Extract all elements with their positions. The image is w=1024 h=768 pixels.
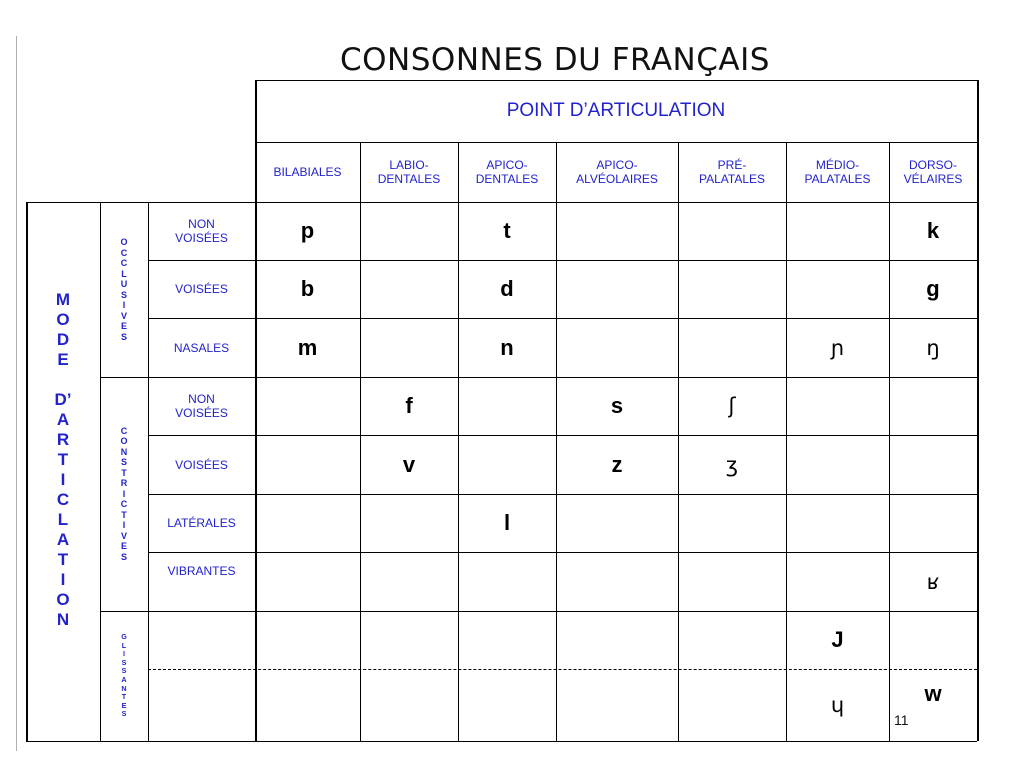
consonant-cell xyxy=(678,202,786,260)
consonant-cell xyxy=(556,260,678,318)
consonant-cell xyxy=(458,552,556,611)
consonant-cell: k xyxy=(926,218,940,243)
consonant-cell xyxy=(889,377,977,435)
vertical-letter: E xyxy=(57,350,69,369)
consonant-cell: g xyxy=(926,276,940,301)
vertical-letter: A xyxy=(121,675,127,684)
vertical-letter: S xyxy=(121,666,127,676)
vertical-letter: O xyxy=(56,310,70,329)
vertical-letter: E xyxy=(120,541,127,552)
vertical-letter: L xyxy=(121,268,127,279)
vertical-letter: I xyxy=(122,488,126,499)
vertical-letter: S xyxy=(121,657,127,667)
vertical-letter xyxy=(61,370,66,390)
vertical-letter: C xyxy=(120,499,128,510)
vertical-letter: S xyxy=(120,457,127,468)
vertical-letter: L xyxy=(57,510,69,529)
consonant-cell xyxy=(360,260,458,318)
consonant-cell xyxy=(458,435,556,494)
consonant-cell: n xyxy=(500,334,514,360)
consonant-cell xyxy=(889,494,977,552)
row-label xyxy=(148,611,255,669)
row-label: VOISÉES xyxy=(175,457,228,472)
consonant-cell: l xyxy=(503,510,511,535)
consonant-cell xyxy=(889,435,977,494)
consonant-cell xyxy=(678,669,786,741)
row-label: NASALES xyxy=(173,340,230,355)
vertical-letter: S xyxy=(120,331,127,342)
consonant-cell xyxy=(556,202,678,260)
column-header: MÉDIO- PALATALES xyxy=(804,158,871,186)
vertical-letter: V xyxy=(120,310,127,321)
vertical-letter: A xyxy=(56,410,70,429)
consonant-cell xyxy=(556,494,678,552)
column-header: PRÉ- PALATALES xyxy=(698,158,766,186)
vertical-letter: N xyxy=(121,683,127,693)
vertical-letter: A xyxy=(56,530,70,549)
consonant-cell: p xyxy=(300,218,315,243)
consonant-cell xyxy=(678,318,786,377)
consonant-cell: s xyxy=(610,393,624,418)
vertical-letter: T xyxy=(121,467,127,478)
consonant-cell xyxy=(255,494,360,552)
constrictives-label xyxy=(100,377,148,611)
consonant-cell: f xyxy=(405,393,413,418)
consonant-cell xyxy=(786,494,889,552)
vertical-letter: T xyxy=(57,550,69,569)
vertical-letter: D xyxy=(56,330,70,349)
column-header: LABIO- DENTALES xyxy=(377,158,441,186)
table-right-rule xyxy=(977,80,979,741)
row-label: NON VOISÉES xyxy=(175,392,228,420)
vertical-letter: I xyxy=(123,649,125,659)
row-label: VOISÉES xyxy=(175,282,228,296)
consonant-cell xyxy=(786,435,889,494)
consonant-cell xyxy=(678,260,786,318)
consonant-cell xyxy=(786,552,889,611)
vertical-letter: L xyxy=(121,640,127,650)
consonant-cell xyxy=(458,377,556,435)
consonant-cell: J xyxy=(831,627,844,652)
consonant-cell xyxy=(360,494,458,552)
vertical-letter: N xyxy=(120,446,128,457)
consonant-cell xyxy=(255,552,360,611)
occlusives-label xyxy=(100,202,148,377)
consonant-cell xyxy=(458,669,556,741)
mode-articulation-label xyxy=(26,245,100,675)
vertical-letter: E xyxy=(120,321,127,331)
vertical-letter: G xyxy=(121,632,127,642)
consonant-cell: z xyxy=(611,451,623,477)
consonant-cell xyxy=(556,552,678,611)
consonant-cell: ɥ xyxy=(830,693,845,717)
vertical-letter: S xyxy=(120,289,127,300)
vertical-letter: O xyxy=(120,436,128,447)
consonant-cell xyxy=(255,611,360,669)
consonant-cell: d xyxy=(500,276,514,301)
consonant-cell: ŋ xyxy=(926,335,940,360)
consonant-cell xyxy=(458,611,556,669)
consonant-cell xyxy=(360,611,458,669)
vertical-letter: I xyxy=(122,520,126,531)
consonant-cell xyxy=(786,377,889,435)
consonant-cell xyxy=(360,318,458,377)
consonant-cell xyxy=(556,611,678,669)
column-header: APICO- ALVÉOLAIRES xyxy=(576,158,658,186)
page-number: 11 xyxy=(894,712,909,728)
vertical-letter: T xyxy=(121,692,127,702)
vertical-letter: C xyxy=(120,258,128,268)
consonant-cell: w xyxy=(924,681,942,706)
glissantes-label xyxy=(100,611,148,741)
consonant-cell: t xyxy=(503,218,511,243)
consonant-cell xyxy=(360,202,458,260)
row-label: NON VOISÉES xyxy=(175,217,228,245)
consonant-cell xyxy=(360,669,458,741)
vertical-letter: R xyxy=(56,430,70,449)
consonant-cell xyxy=(556,318,678,377)
vertical-letter: I xyxy=(60,570,66,589)
vertical-letter: T xyxy=(57,450,69,469)
consonant-cell: ʒ xyxy=(725,452,739,477)
vertical-letter: I xyxy=(60,470,66,489)
consonant-cell xyxy=(255,377,360,435)
vertical-letter: M xyxy=(55,290,71,309)
vertical-letter: C xyxy=(120,425,128,436)
consonant-cell xyxy=(678,494,786,552)
consonant-cell xyxy=(786,260,889,318)
vertical-letter: C xyxy=(120,247,128,258)
column-header: DORSO- VÉLAIRES xyxy=(903,158,963,186)
consonant-cell: ɲ xyxy=(830,335,845,360)
vertical-letter: U xyxy=(120,279,128,289)
table-bottom-rule xyxy=(26,741,977,742)
consonant-cell: m xyxy=(297,334,318,360)
vertical-letter: N xyxy=(56,610,70,629)
consonant-cell xyxy=(786,202,889,260)
vertical-letter: D’ xyxy=(54,390,72,409)
consonant-cell: ʃ xyxy=(728,394,736,418)
consonant-cell: ʁ xyxy=(926,569,940,594)
page-title: CONSONNES DU FRANÇAIS xyxy=(340,42,770,78)
consonant-cell: b xyxy=(300,276,315,301)
column-header: APICO- DENTALES xyxy=(475,158,539,186)
vertical-letter: E xyxy=(121,700,127,710)
vertical-letter: I xyxy=(122,300,126,310)
vertical-letter: T xyxy=(121,509,127,520)
vertical-letter: O xyxy=(120,237,128,247)
vertical-letter: R xyxy=(120,478,128,489)
consonant-cell xyxy=(360,552,458,611)
vertical-letter: C xyxy=(56,490,70,509)
point-articulation-header: POINT D’ARTICULATION xyxy=(506,100,726,121)
column-header: BILABIALES xyxy=(273,165,342,179)
consonant-cell: v xyxy=(402,451,416,477)
vertical-letter: V xyxy=(120,530,127,541)
consonant-cell xyxy=(678,611,786,669)
consonant-cell xyxy=(255,669,360,741)
vertical-letter: O xyxy=(56,590,70,609)
consonant-cell xyxy=(556,669,678,741)
vertical-letter: S xyxy=(120,551,127,562)
row-label: LATÉRALES xyxy=(167,516,236,530)
consonant-cell xyxy=(889,611,977,669)
consonant-cell xyxy=(255,435,360,494)
vertical-letter: S xyxy=(121,709,127,719)
row-label: VIBRANTES xyxy=(167,564,236,578)
row-label xyxy=(148,669,255,741)
consonant-cell xyxy=(678,552,786,611)
left-margin-rule xyxy=(16,36,17,751)
